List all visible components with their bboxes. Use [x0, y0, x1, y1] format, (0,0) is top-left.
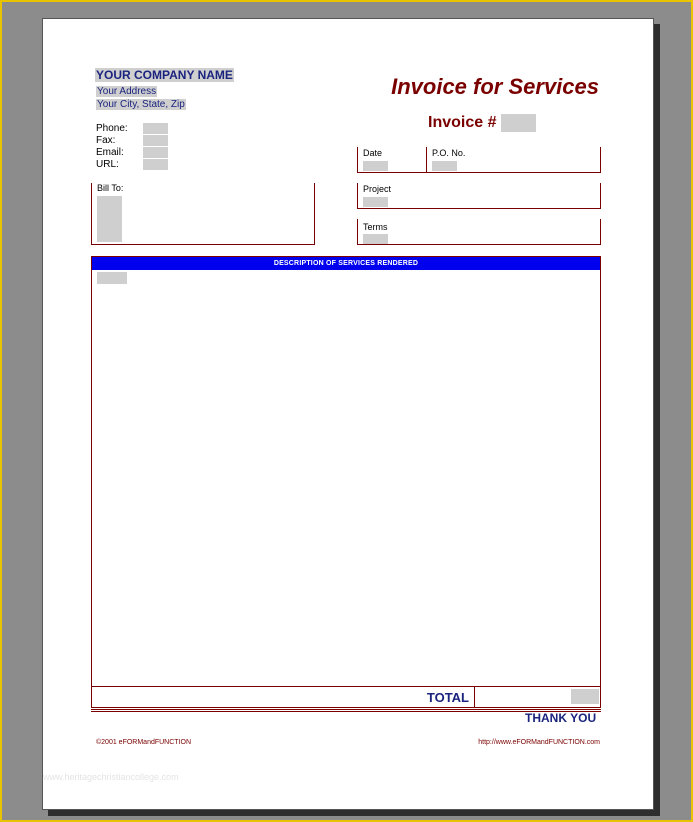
invoice-number-field[interactable]	[501, 114, 536, 132]
project-label: Project	[363, 184, 392, 194]
bill-to-box	[91, 183, 315, 245]
date-po-divider	[426, 147, 427, 172]
date-field[interactable]	[363, 161, 388, 171]
company-city-state-zip[interactable]: Your City, State, Zip	[97, 99, 185, 110]
watermark: www.heritagechristiancollege.com	[43, 772, 179, 782]
total-field[interactable]	[571, 689, 599, 704]
bill-to-label: Bill To:	[97, 183, 124, 193]
terms-label: Terms	[363, 222, 388, 232]
phone-label: Phone:	[96, 123, 128, 134]
company-name[interactable]: YOUR COMPANY NAME	[96, 68, 233, 82]
total-divider	[474, 687, 475, 708]
description-field[interactable]	[97, 272, 127, 284]
description-box	[91, 256, 601, 708]
po-field[interactable]	[432, 161, 457, 171]
invoice-page	[42, 18, 654, 810]
total-label: TOTAL	[426, 690, 469, 705]
terms-field[interactable]	[363, 234, 388, 244]
project-box	[357, 183, 601, 209]
date-po-box	[357, 147, 601, 173]
project-field[interactable]	[363, 197, 388, 207]
po-label: P.O. No.	[432, 148, 466, 158]
terms-box	[357, 219, 601, 245]
phone-field[interactable]	[143, 123, 168, 134]
url-label: URL:	[96, 159, 119, 170]
description-header: DESCRIPTION OF SERVICES RENDERED	[92, 257, 600, 270]
fax-label: Fax:	[96, 135, 116, 146]
bill-to-field[interactable]	[97, 196, 122, 242]
bottom-rule	[91, 709, 601, 710]
company-address[interactable]: Your Address	[97, 86, 157, 97]
total-row	[92, 686, 600, 708]
date-label: Date	[363, 148, 383, 158]
footer-url[interactable]: http://www.eFORMandFUNCTION.com	[478, 739, 600, 746]
email-label: Email:	[96, 147, 124, 158]
thank-you: THANK YOU	[525, 711, 597, 725]
email-field[interactable]	[143, 147, 168, 158]
fax-field[interactable]	[143, 135, 168, 146]
invoice-number-label: Invoice #	[428, 114, 497, 131]
url-field[interactable]	[143, 159, 168, 170]
copyright: ©2001 eFORMandFUNCTION	[96, 739, 192, 746]
invoice-title: Invoice for Services	[391, 74, 599, 99]
